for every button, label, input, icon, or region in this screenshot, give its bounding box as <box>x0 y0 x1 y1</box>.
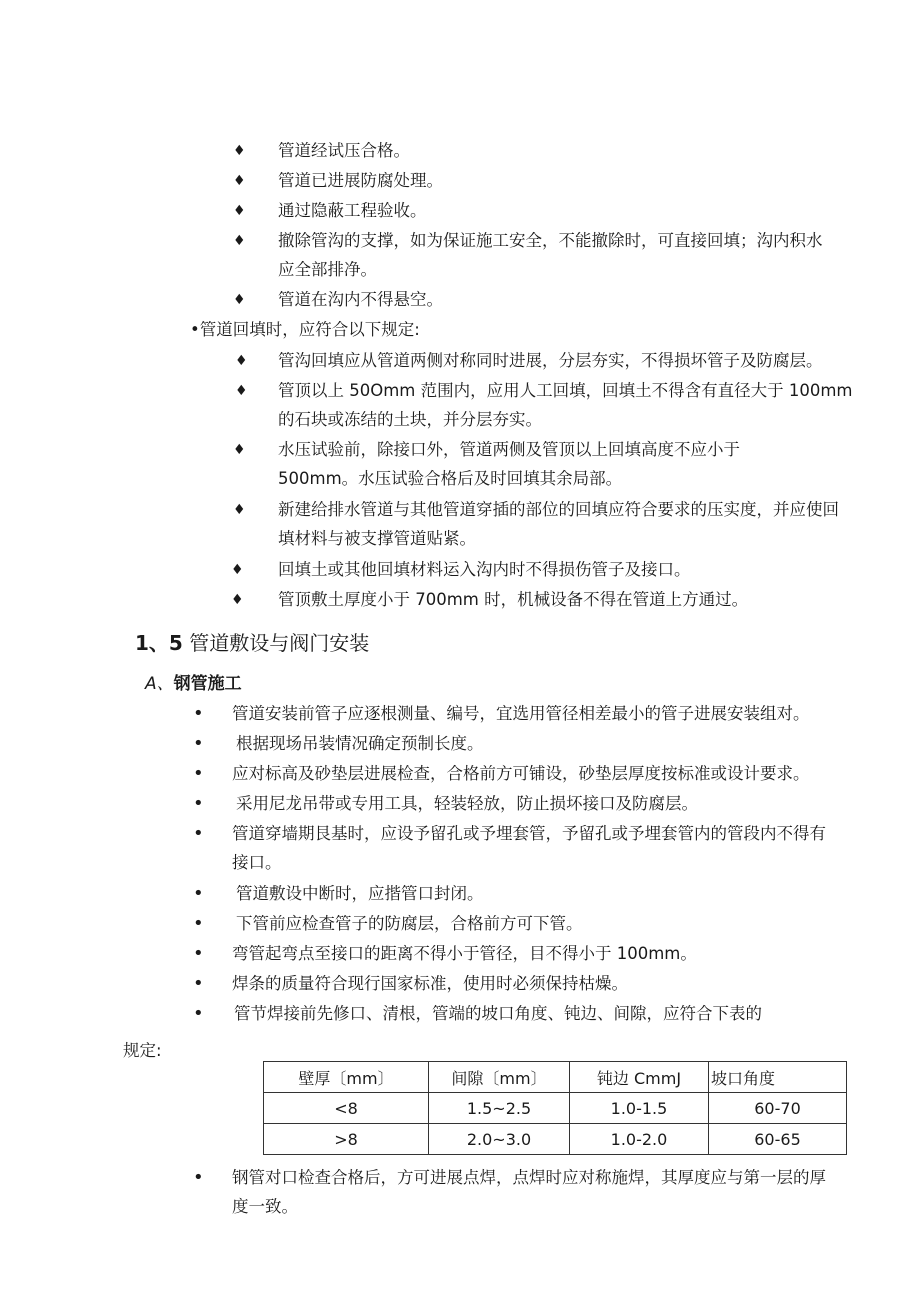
list-item-line: 管道穿墙期艮基时，应设予留孔或予埋套管，予留孔或予埋套管内的管段内不得有 <box>232 824 826 843</box>
dot-bullet-icon: • <box>193 703 204 724</box>
dot-bullet-icon: • <box>193 733 204 754</box>
table-cell: 1.0-1.5 <box>570 1093 709 1124</box>
table-cell: >8 <box>264 1124 429 1155</box>
diamond-bullet-icon: ♦ <box>233 203 246 219</box>
list-item: 管道已进展防腐处理。 <box>278 171 443 190</box>
table-cell: 60-70 <box>709 1093 847 1124</box>
table-cell: <8 <box>264 1093 429 1124</box>
list-item: 根据现场吊装情况确定预制长度。 <box>236 734 484 753</box>
table-header-row <box>264 1062 847 1093</box>
list-item-line: 填材料与被支撑管道贴紧。 <box>278 529 476 548</box>
list-item: 管顶敷土厚度小于 700mm 时，机械设备不得在管道上方通过。 <box>278 590 749 609</box>
list-item: 管道在沟内不得悬空。 <box>278 290 443 309</box>
list-item: 应对标高及砂垫层进展检查，合格前方可铺设，砂垫层厚度按标准或设计要求。 <box>232 764 810 783</box>
list-item-line: 度一致。 <box>232 1197 298 1216</box>
subsection-title: 钢管施工 <box>173 674 242 694</box>
table-row <box>264 1093 847 1124</box>
list-item-line: 水压试验前，除接口外，管道两侧及管顶以上回填高度不应小于 <box>278 440 740 459</box>
list-item: 焊条的质量符合现行国家标准，使用时必须保持枯燥。 <box>232 974 628 993</box>
table-intro: 规定: <box>123 1041 162 1060</box>
list-item: 管道经试压合格。 <box>278 141 410 160</box>
dot-bullet-icon: • <box>193 943 204 964</box>
diamond-bullet-icon: ♦ <box>233 143 246 159</box>
section-number: 1、5 <box>135 631 183 655</box>
backfill-intro: •管道回填时，应符合以下规定: <box>190 320 420 339</box>
diamond-bullet-icon: ♦ <box>233 292 246 308</box>
list-item: 管道安装前管子应逐根测量、编号，宜选用管径相差最小的管子进展安装组对。 <box>232 704 810 723</box>
diamond-bullet-icon: ♦ <box>233 502 246 518</box>
table-cell: 2.0~3.0 <box>429 1124 570 1155</box>
diamond-bullet-icon: ♦ <box>233 173 246 189</box>
list-item-line: 的石块或冻结的土块，并分层夯实。 <box>278 410 542 429</box>
list-item: 回填土或其他回填材料运入沟内时不得损伤管子及接口。 <box>278 560 691 579</box>
diamond-bullet-icon: ♦ <box>233 442 246 458</box>
dot-bullet-icon: • <box>193 913 204 934</box>
dot-bullet-icon: • <box>193 1167 204 1188</box>
dot-bullet-icon: • <box>193 793 204 814</box>
diamond-bullet-icon: ♦ <box>231 592 244 608</box>
table-header-cell: 坡口角度 <box>709 1062 847 1093</box>
diamond-bullet-icon: ♦ <box>235 383 248 399</box>
section-title: 管道敷设与阀门安装 <box>189 631 370 655</box>
table-header-cell: 壁厚〔mm〕 <box>264 1062 429 1093</box>
dot-bullet-icon: • <box>193 763 204 784</box>
table-cell: 60-65 <box>709 1124 847 1155</box>
list-item-line: 钢管对口检查合格后，方可进展点焊，点焊时应对称施焊，其厚度应与第一层的厚 <box>232 1168 826 1187</box>
table-header-cell: 钝边 CmmJ <box>570 1062 709 1093</box>
list-item-line: 500mm。水压试验合格后及时回填其余局部。 <box>278 469 623 488</box>
subsection-letter: A、 <box>145 674 174 694</box>
dot-bullet-icon: • <box>193 883 204 904</box>
list-item-line: 撤除管沟的支撑，如为保证施工安全，不能撤除时，可直接回填；沟内积水 <box>278 231 823 250</box>
list-item: 通过隐蔽工程验收。 <box>278 201 427 220</box>
list-item-line: 应全部排净。 <box>278 260 377 279</box>
table-cell: 1.0-2.0 <box>570 1124 709 1155</box>
section-heading <box>135 630 369 656</box>
bevel-spec-table <box>263 1061 847 1155</box>
list-item-line: 接口。 <box>232 853 282 872</box>
list-item: 下管前应检查管子的防腐层，合格前方可下管。 <box>236 914 583 933</box>
table-cell: 1.5~2.5 <box>429 1093 570 1124</box>
list-item-line: 管顶以上 50Omm 范围内，应用人工回填，回填土不得含有直径大于 100mm <box>278 381 853 400</box>
list-item: 管节焊接前先修口、清根，管端的坡口角度、钝边、间隙，应符合下表的 <box>234 1004 762 1023</box>
list-item: 弯管起弯点至接口的距离不得小于管径，目不得小于 100mm。 <box>232 944 697 963</box>
list-item: 采用尼龙吊带或专用工具，轻装轻放，防止损坏接口及防腐层。 <box>236 794 698 813</box>
diamond-bullet-icon: ♦ <box>231 562 244 578</box>
list-item: 管沟回填应从管道两侧对称同时进展，分层夯实，不得损坏管子及防腐层。 <box>278 351 823 370</box>
diamond-bullet-icon: ♦ <box>233 233 246 249</box>
list-item-line: 新建给排水管道与其他管道穿插的部位的回填应符合要求的压实度，并应使回 <box>278 500 839 519</box>
diamond-bullet-icon: ♦ <box>235 353 248 369</box>
table-row <box>264 1124 847 1155</box>
dot-bullet-icon: • <box>193 1003 204 1024</box>
subsection-heading <box>145 673 242 695</box>
table-header-cell: 间隙〔mm〕 <box>429 1062 570 1093</box>
dot-bullet-icon: • <box>193 973 204 994</box>
dot-bullet-icon: • <box>193 823 204 844</box>
list-item: 管道敷设中断时，应揩管口封闭。 <box>236 884 484 903</box>
